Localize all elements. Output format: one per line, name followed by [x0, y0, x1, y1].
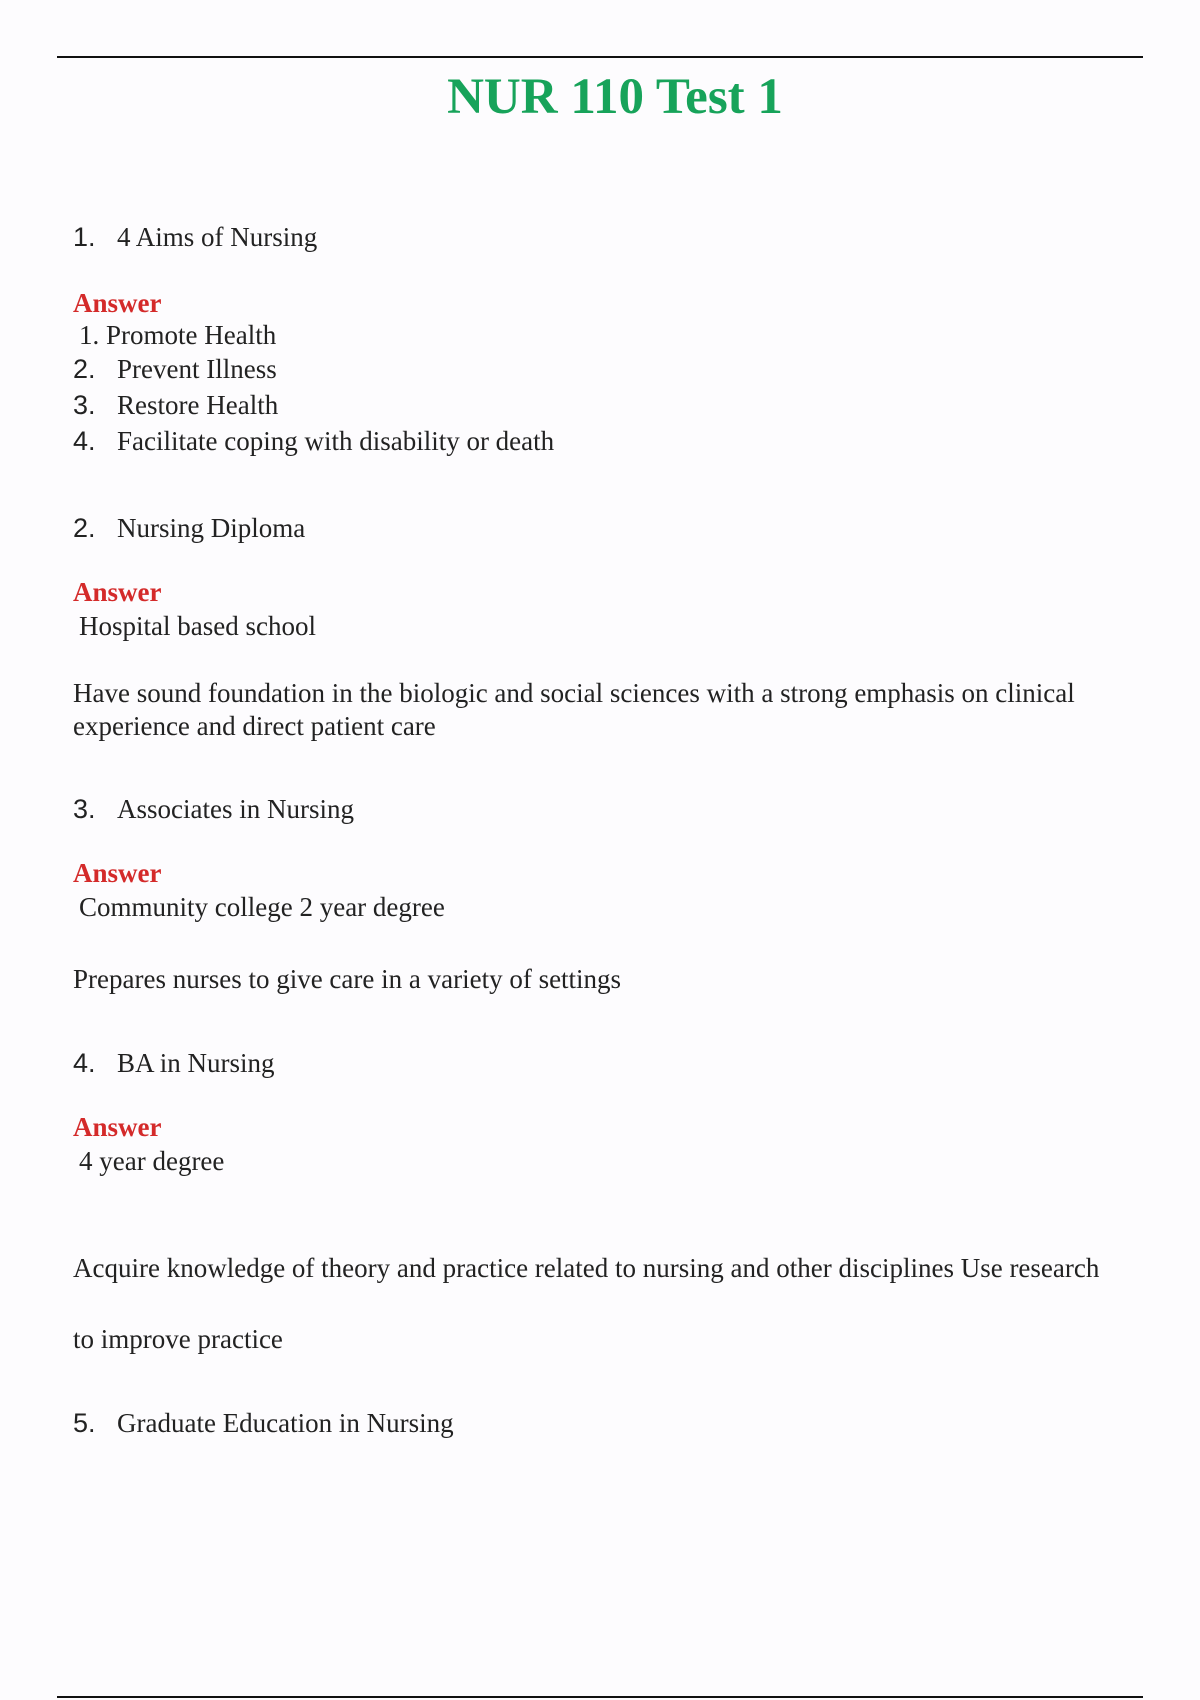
question-number: 4.	[73, 1048, 96, 1078]
question-number: 3.	[73, 794, 96, 824]
list-text: Facilitate coping with disability or death	[117, 426, 555, 456]
list-text: Prevent Illness	[117, 354, 277, 384]
list-text: Restore Health	[117, 390, 279, 420]
answer-4-detail-line-2: to improve practice	[73, 1324, 283, 1354]
answer-label-2: Answer	[73, 577, 162, 607]
answer-label-3: Answer	[73, 858, 162, 888]
answer-label-4: Answer	[73, 1112, 162, 1142]
question-text: Graduate Education in Nursing	[117, 1408, 454, 1438]
question-3	[73, 794, 354, 825]
answer-1-item-1: 1. Promote Health	[79, 320, 277, 350]
answer-label-1: Answer	[73, 288, 162, 318]
question-5	[73, 1408, 454, 1439]
list-number: 3.	[73, 390, 96, 420]
list-number: 4.	[73, 426, 96, 456]
question-number: 1.	[73, 222, 96, 252]
question-4	[73, 1048, 275, 1079]
answer-2: Hospital based school	[79, 611, 316, 641]
question-number: 2.	[73, 513, 96, 543]
list-number: 2.	[73, 354, 96, 384]
answer-2-detail: Have sound foundation in the biologic and social sciences with a strong emphasis on clinical experience and direct patient care	[73, 678, 1075, 741]
question-text: Nursing Diploma	[117, 513, 306, 543]
question-text: Associates in Nursing	[117, 794, 354, 824]
question-text: 4 Aims of Nursing	[117, 222, 318, 252]
answer-3: Community college 2 year degree	[79, 892, 445, 922]
answer-4-detail-line-1: Acquire knowledge of theory and practice related to nursing and other disciplines Use research	[73, 1253, 1100, 1283]
page-title: NUR 110 Test 1	[447, 69, 783, 125]
answer-1-item-2	[73, 354, 277, 385]
answer-1-item-3	[73, 390, 278, 421]
question-text: BA in Nursing	[117, 1048, 275, 1078]
question-1	[73, 222, 317, 253]
question-2	[73, 513, 305, 544]
top-rule	[57, 56, 1143, 58]
answer-4: 4 year degree	[79, 1146, 225, 1176]
question-number: 5.	[73, 1408, 96, 1438]
bottom-rule	[57, 1696, 1143, 1698]
answer-3-detail: Prepares nurses to give care in a variety of settings	[73, 964, 622, 994]
answer-1-item-4	[73, 426, 554, 457]
